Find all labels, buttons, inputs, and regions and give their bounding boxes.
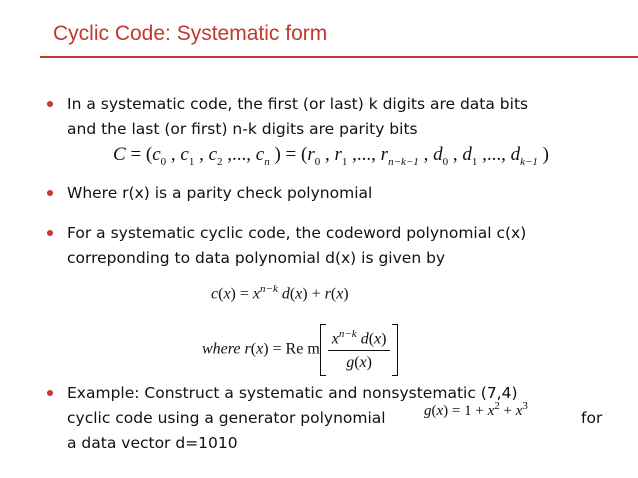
bullet-4-line-1: Example: Construct a systematic and nonsystematic (7,4) [67,384,518,402]
bullet-4-trailing-word: for [581,409,603,427]
bullet-1-line-1: In a systematic code, the first (or last) k digits are data bits [67,95,529,113]
bullet-1 [67,92,627,142]
bullet-3-line-1: For a systematic cyclic code, the codeword polynomial c(x) [67,224,527,242]
bullet-marker [47,190,53,196]
right-bracket [392,324,398,376]
bullet-4-line-3: a data vector d=1010 [67,434,238,452]
bullet-marker [47,230,53,236]
bullet-4 [67,381,627,456]
bullet-2-line-1: Where r(x) is a parity check polynomial [67,184,373,202]
title-divider [40,56,638,58]
fraction: $\frac{x^{n-k} d(x)}{g(x)}$ [328,328,391,372]
codeword-equation: $C = (c_0$ , $c_1$ , $c_2$ ,..., $c_n$ ) = ($r_0$ , $r_1$ ,..., $r_{n-k-1}$ , $d_0$ , $d_1$ ,..., $d_{k-1}$ ) [113,144,549,168]
bullet-2 [67,181,627,206]
bullet-3-line-2: correponding to data polynomial d(x) is given by [67,249,446,267]
codeword-polynomial-equation: $c(x) = x^{n-k}$ d(x) + r(x) [211,283,349,303]
left-bracket [320,324,326,376]
remainder-operator: Re m [285,340,320,358]
bullet-4-line-2: cyclic code using a generator polynomial [67,409,386,427]
parity-remainder-equation: where r(x) = Re m $\frac{x^{n-k} d(x)}{g(x)}$ [202,324,398,376]
where-word: where [202,340,241,358]
generator-polynomial: $g(x) = 1 + x^2 + x^3$ [424,400,528,419]
bullet-marker [47,101,53,107]
bullet-3 [67,221,627,271]
bullet-1-line-2: and the last (or first) n-k digits are parity bits [67,120,418,138]
bullet-marker [47,390,53,396]
page-title: Cyclic Code: Systematic form [53,22,328,45]
